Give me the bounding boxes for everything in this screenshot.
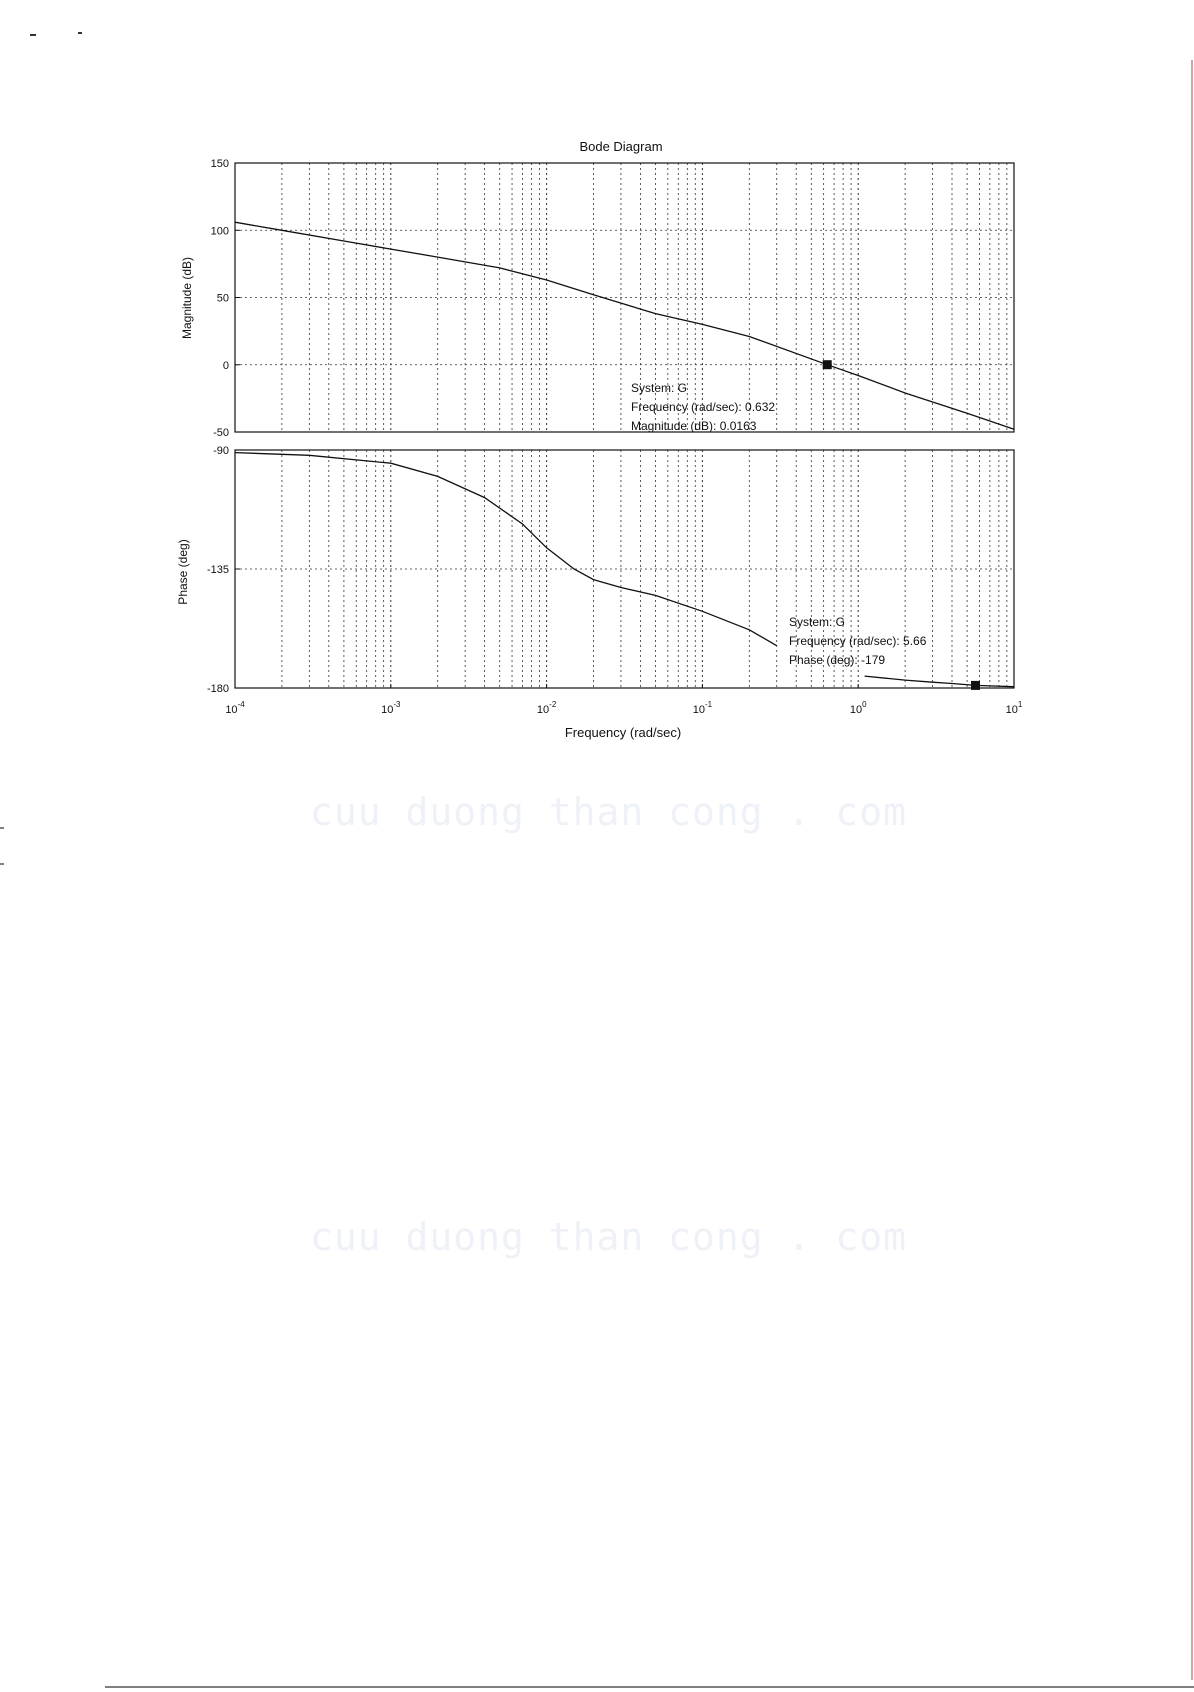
chart-title: Bode Diagram (579, 139, 663, 154)
phase-y-axis-label: Phase (deg) (176, 539, 190, 605)
x-tick-label: $10^0$ (849, 700, 867, 716)
y-tick-label: 100 (210, 225, 229, 238)
watermark-text: cuu duong than cong . com (310, 790, 907, 834)
phase-grid (235, 450, 1014, 688)
y-tick-label: -135 (206, 564, 229, 576)
phase-datatip-marker (971, 681, 980, 690)
x-axis-ticks (225, 684, 1023, 716)
y-tick-label: 50 (216, 292, 229, 305)
magnitude-datatip (631, 381, 775, 433)
magnitude-panel (180, 158, 1014, 439)
x-tick-label: $10^{-1}$ (692, 700, 713, 716)
y-tick-label: -90 (213, 445, 229, 457)
magnitude-series-line (235, 222, 1014, 429)
watermark-text: cuu duong than cong . com (310, 1215, 907, 1259)
phase-panel (176, 445, 1014, 695)
y-tick-label: -50 (213, 427, 229, 439)
x-tick-label: $10^1$ (1005, 700, 1023, 716)
x-tick-label: $10^{-2}$ (536, 700, 557, 716)
datatip-line: Frequency (rad/sec): 5.66 (789, 634, 927, 648)
datatip-line: System: G (789, 615, 846, 629)
magnitude-grid (235, 163, 1014, 432)
datatip-line: Phase (deg): -179 (789, 653, 886, 667)
datatip-line: Frequency (rad/sec): 0.632 (631, 400, 776, 414)
bode-diagram (0, 0, 1194, 760)
x-tick-label: $10^{-3}$ (381, 700, 401, 716)
y-tick-label: 0 (222, 359, 229, 372)
magnitude-datatip-marker (823, 360, 832, 369)
magnitude-y-axis-label: Magnitude (dB) (180, 256, 194, 340)
x-axis-label: Frequency (rad/sec) (564, 725, 682, 740)
datatip-line: System: G (631, 381, 688, 395)
datatip-line: Magnitude (dB): 0.0163 (631, 419, 757, 433)
y-tick-label: -180 (206, 683, 229, 695)
phase-series-line-tail (865, 676, 1014, 687)
x-tick-label: $10^{-4}$ (225, 700, 245, 716)
phase-datatip (789, 615, 927, 667)
y-tick-label: 150 (210, 158, 229, 170)
